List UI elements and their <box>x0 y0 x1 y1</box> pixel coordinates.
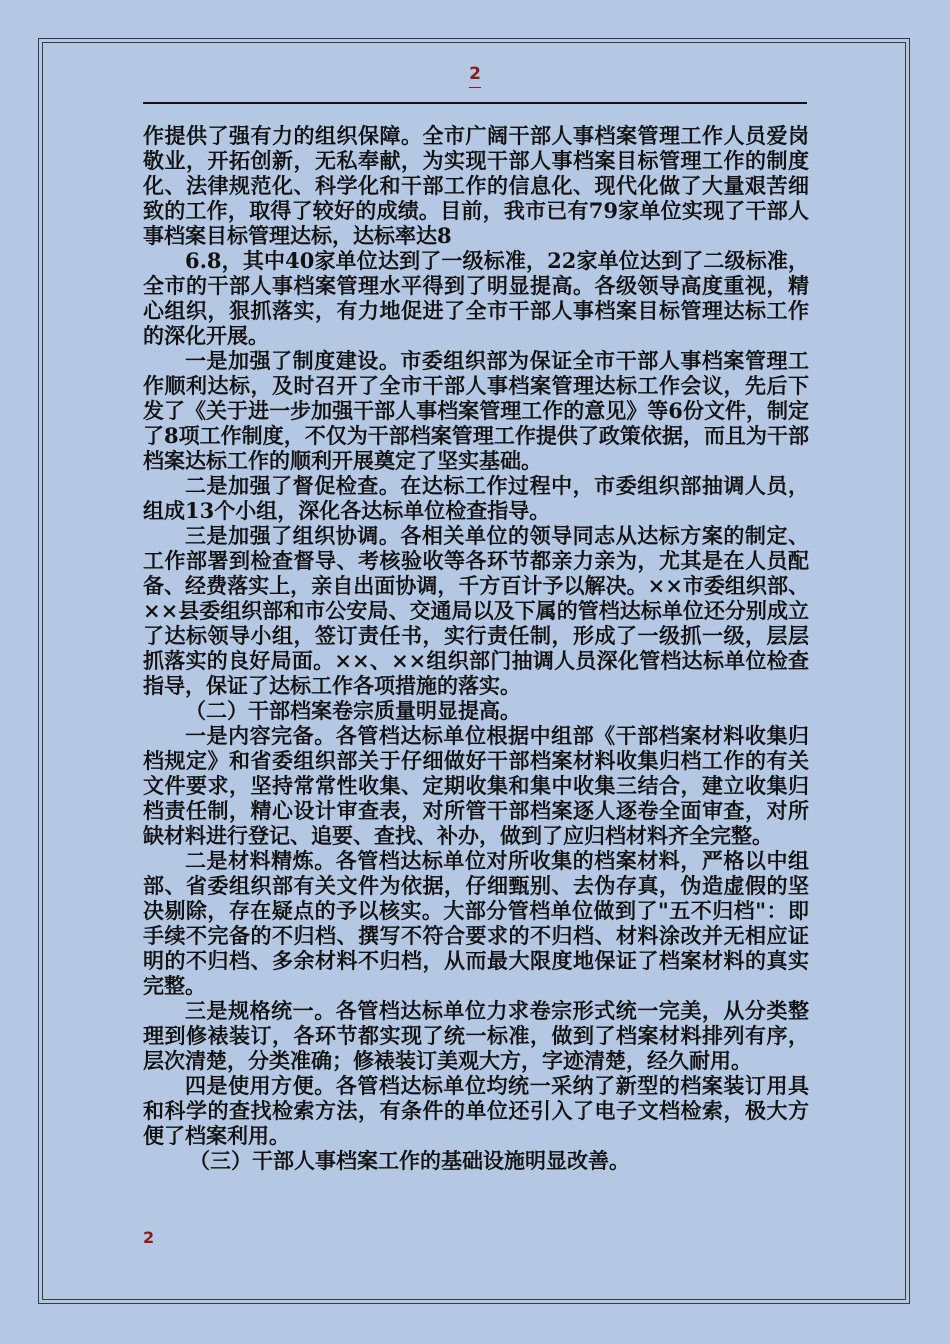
paragraph: 一是加强了制度建设。市委组织部为保证全市干部人事档案管理工作顺利达标，及时召开了全市干部人事档案管理达标工作会议，先后下发了《关于进一步加强干部人事档案管理工作的意见》等6份文件，制定了8项工作制度，不仅为干部档案管理工作提供了政策依据，而且为干部档案达标工作的顺利开展奠定了坚实基础。 <box>143 348 809 473</box>
paragraph: 三是规格统一。各管档达标单位力求卷宗形式统一完美，从分类整理到修裱装订，各环节都实现了统一标准，做到了档案材料排列有序，层次清楚，分类准确；修裱装订美观大方，字迹清楚，经久耐用。 <box>143 998 809 1073</box>
paragraph: 二是材料精炼。各管档达标单位对所收集的档案材料，严格以中组部、省委组织部有关文件为依据，仔细甄别、去伪存真，伪造虚假的坚决剔除，存在疑点的予以核实。大部分管档单位做到了"五不归档"：即手续不完备的不归档、撰写不符合要求的不归档、材料涂改并无相应证明的不归档、多余材料不归档，从而最大限度地保证了档案材料的真实完整。 <box>143 848 809 998</box>
paragraph: 二是加强了督促检查。在达标工作过程中，市委组织部抽调人员，组成13个小组，深化各达标单位检查指导。 <box>143 473 809 523</box>
section-heading: （二）干部档案卷宗质量明显提高。 <box>185 698 521 723</box>
document-body <box>143 123 809 1173</box>
paragraph: 6.8，其中40家单位达到了一级标准，22家单位达到了二级标准，全市的干部人事档案管理水平得到了明显提高。各级领导高度重视，精心组织，狠抓落实，有力地促进了全市干部人事档案目标管理达标工作的深化开展。 <box>143 248 809 348</box>
paragraph: 一是内容完备。各管档达标单位根据中组部《干部档案材料收集归档规定》和省委组织部关于仔细做好干部档案材料收集归档工作的有关文件要求，坚持常常性收集、定期收集和集中收集三结合，建立收集归档责任制，精心设计审查表，对所管干部档案逐人逐卷全面审查，对所缺材料进行登记、追要、查找、补办，做到了应归档材料齐全完整。 <box>143 723 809 848</box>
section-heading: （三）干部人事档案工作的基础设施明显改善。 <box>189 1148 630 1173</box>
paragraph: 作提供了强有力的组织保障。全市广阔干部人事档案管理工作人员爱岗敬业，开拓创新，无私奉献，为实现干部人事档案目标管理工作的制度化、法律规范化、科学化和干部工作的信息化、现代化做了大量艰苦细致的工作，取得了较好的成绩。目前，我市已有79家单位实现了干部人事档案目标管理达标，达标率达8 <box>143 123 809 248</box>
footer-page-number: 2 <box>143 1228 155 1247</box>
paragraph: 三是加强了组织协调。各相关单位的领导同志从达标方案的制定、工作部署到检查督导、考核验收等各环节都亲力亲为，尤其是在人员配备、经费落实上，亲自出面协调，千方百计予以解决。××市委组织部、××县委组织部和市公安局、交通局以及下属的管档达标单位还分别成立了达标领导小组，签订责任书，实行责任制，形成了一级抓一级，层层抓落实的良好局面。××、××组织部门抽调人员深化管档达标单位检查指导，保证了达标工作各项措施的落实。 <box>143 523 809 698</box>
header-page-number: 2 <box>469 64 481 84</box>
header-number-underline <box>469 87 481 88</box>
header-divider <box>143 102 807 104</box>
paragraph: 四是使用方便。各管档达标单位均统一采纳了新型的档案装订用具和科学的查找检索方法，有条件的单位还引入了电子文档检索，极大方便了档案利用。 <box>143 1073 809 1148</box>
